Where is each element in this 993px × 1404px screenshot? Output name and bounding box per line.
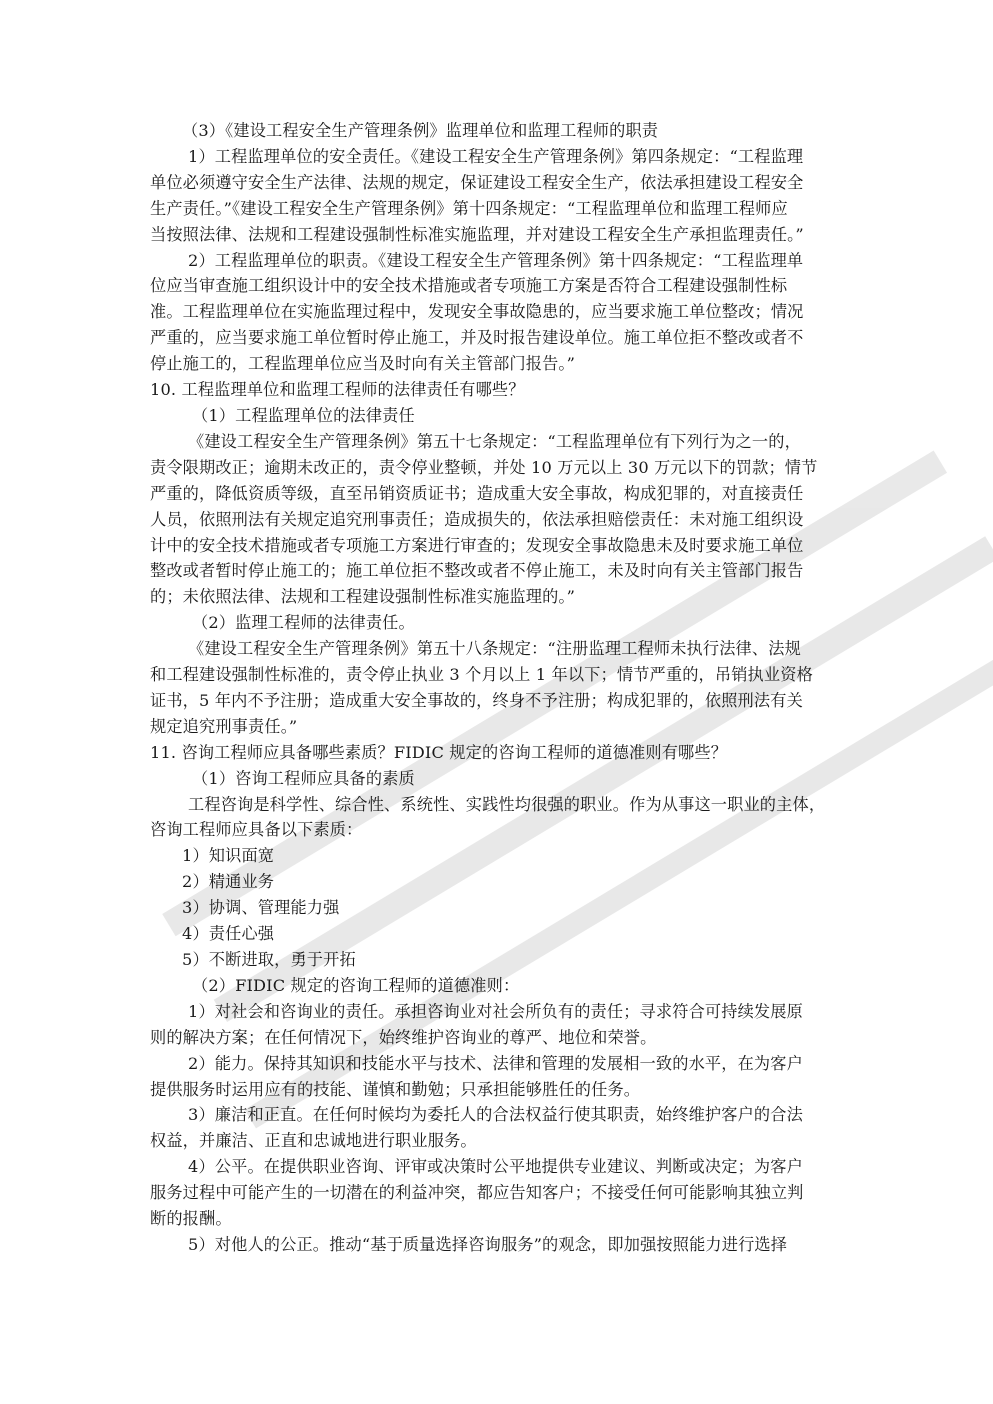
text-line: 《建设工程安全生产管理条例》第五十八条规定：“注册监理工程师未执行法律、法规: [188, 639, 801, 659]
text-line: 计中的安全技术措施或者专项施工方案进行审查的；发现安全事故隐患未及时要求施工单位: [150, 535, 804, 555]
text-line: 工程咨询是科学性、综合性、系统性、实践性均很强的职业。作为从事这一职业的主体，: [188, 794, 826, 814]
text-line: 2）能力。保持其知识和技能水平与技术、法律和管理的发展相一致的水平，在为客户: [188, 1053, 803, 1073]
text-line: 严重的，降低资质等级，直至吊销资质证书；造成重大安全事故，构成犯罪的，对直接责任: [150, 483, 804, 503]
text-line: 停止施工的，工程监理单位应当及时向有关主管部门报告。”: [150, 354, 576, 374]
list-item: 3）协调、管理能力强: [182, 898, 340, 918]
list-item: 4）责任心强: [182, 924, 275, 944]
text-line: 1）工程监理单位的安全责任。《建设工程安全生产管理条例》第四条规定：“工程监理: [188, 146, 804, 166]
text-line: 严重的，应当要求施工单位暂时停止施工，并及时报告建设单位。施工单位拒不整改或者不: [150, 328, 804, 348]
text-line: 5）对他人的公正。推动“基于质量选择咨询服务”的观念，即加强按照能力进行选择: [188, 1234, 788, 1254]
subsection-heading: （1）工程监理单位的法律责任: [192, 405, 415, 425]
text-line: 2）工程监理单位的职责。《建设工程安全生产管理条例》第十四条规定：“工程监理单: [188, 250, 804, 270]
text-line: 位应当审查施工组织设计中的安全技术措施或者专项施工方案是否符合工程建设强制性标: [150, 276, 788, 296]
text-line: 则的解决方案；在任何情况下，始终维护咨询业的尊严、地位和荣誉。: [150, 1027, 657, 1047]
text-line: 准。工程监理单位在实施监理过程中，发现安全事故隐患的，应当要求施工单位整改；情况: [150, 302, 804, 322]
text-line: 人员，依照刑法有关规定追究刑事责任；造成损失的，依法承担赔偿责任：未对施工组织设: [150, 509, 804, 529]
section-heading: 11. 咨询工程师应具备哪些素质？FIDIC 规定的咨询工程师的道德准则有哪些？: [150, 742, 728, 762]
text-line: 和工程建设强制性标准的，责令停止执业 3 个月以上 1 年以下；情节严重的，吊销执业资格: [150, 665, 813, 685]
list-item: 1）知识面宽: [182, 846, 275, 866]
text-line: 3）廉洁和正直。在任何时候均为委托人的合法权益行使其职责，始终维护客户的合法: [188, 1105, 803, 1125]
subsection-heading: （2）监理工程师的法律责任。: [192, 613, 415, 633]
text-line: 4）公平。在提供职业咨询、评审或决策时公平地提供专业建议、判断或决定；为客户: [188, 1157, 803, 1177]
text-line: 《建设工程安全生产管理条例》第五十七条规定：“工程监理单位有下列行为之一的，: [188, 431, 801, 451]
text-line: 1）对社会和咨询业的责任。承担咨询业对社会所负有的责任；寻求符合可持续发展原: [188, 1001, 803, 1021]
text-line: 当按照法律、法规和工程建设强制性标准实施监理，并对建设工程安全生产承担监理责任。”: [150, 224, 804, 244]
text-line: 服务过程中可能产生的一切潜在的利益冲突，都应告知客户；不接受任何可能影响其独立判: [150, 1183, 804, 1203]
text-line: （3）《建设工程安全生产管理条例》监理单位和监理工程师的职责: [182, 121, 659, 140]
section-heading: 10. 工程监理单位和监理工程师的法律责任有哪些？: [150, 380, 525, 400]
text-line: 单位必须遵守安全生产法律、法规的规定，保证建设工程安全生产，依法承担建设工程安全: [150, 172, 804, 192]
text-line: 生产责任。”《建设工程安全生产管理条例》第十四条规定：“工程监理单位和监理工程师应: [150, 198, 788, 218]
subsection-heading: （1）咨询工程师应具备的素质: [192, 768, 415, 788]
text-line: 整改或者暂时停止施工的；施工单位拒不整改或者不停止施工，未及时向有关主管部门报告: [150, 561, 804, 581]
text-line: 责令限期改正；逾期未改正的，责令停业整顿，并处 10 万元以上 30 万元以下的罚款；情节: [150, 457, 818, 477]
text-line: 咨询工程师应具备以下素质：: [150, 820, 363, 840]
text-line: 权益，并廉洁、正直和忠诚地进行职业服务。: [150, 1131, 477, 1151]
text-line: 提供服务时运用应有的技能、谨慎和勤勉；只承担能够胜任的任务。: [150, 1079, 641, 1099]
text-line: 的；未依照法律、法规和工程建设强制性标准实施监理的。”: [150, 587, 576, 607]
text-line: 断的报酬。: [150, 1209, 232, 1229]
text-line: 证书，5 年内不予注册；造成重大安全事故的，终身不予注册；构成犯罪的，依照刑法有关: [150, 690, 803, 710]
list-item: 5）不断进取，勇于开拓: [182, 950, 356, 969]
subsection-heading: （2）FIDIC 规定的咨询工程师的道德准则：: [192, 975, 520, 995]
text-line: 规定追究刑事责任。”: [150, 716, 298, 736]
document-body: [150, 118, 850, 1258]
list-item: 2）精通业务: [182, 872, 275, 892]
